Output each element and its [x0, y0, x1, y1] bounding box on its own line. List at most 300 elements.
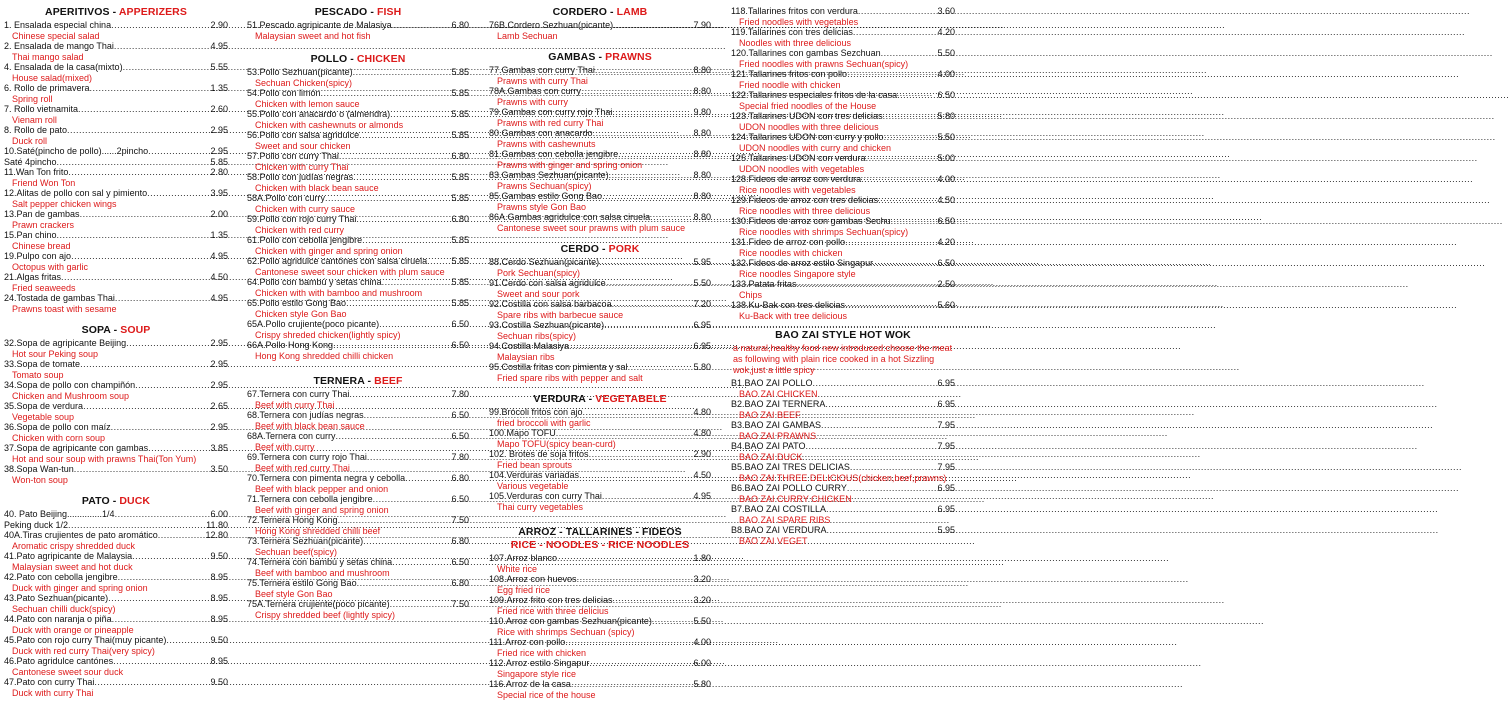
dish-price: 8.80	[693, 212, 711, 222]
menu-item	[731, 483, 955, 504]
menu-item	[489, 553, 711, 574]
dish-translation: Rice noodles with shrimps Sechuan(spicy)	[739, 226, 909, 237]
dot-leader	[602, 191, 693, 202]
dish-translation: BAO ZAI VEGET	[739, 535, 808, 546]
dish-name: 75A.Ternera crujiente(poco picante)	[247, 599, 390, 609]
dot-leader	[353, 67, 452, 78]
dish-name: 36.Sopa de pollo con maíz	[4, 422, 111, 433]
dot-leader	[357, 578, 452, 589]
dot-leader	[599, 257, 693, 268]
menu-section	[4, 6, 228, 314]
dish-price: 6.80	[451, 20, 469, 30]
menu-column	[4, 6, 228, 708]
menu-item-row	[731, 153, 955, 164]
dish-price: 2.65	[210, 401, 228, 412]
dish-translation: Prawns with red curry Thai	[497, 117, 604, 128]
menu-item	[489, 191, 711, 212]
menu-section	[247, 53, 469, 361]
dish-name: 125.Tallarines UDON con verdura	[731, 153, 866, 163]
menu-item-row	[4, 146, 228, 157]
menu-item	[247, 319, 469, 340]
dish-name: 71.Ternera con cebolla jengibre	[247, 494, 373, 504]
menu-item-row	[247, 109, 469, 120]
menu-item-row	[247, 410, 469, 421]
dish-price: 8.80	[693, 65, 711, 75]
dish-price: 8.95	[210, 593, 228, 604]
menu-item	[4, 509, 228, 520]
dish-translation: Rice noodles with chicken	[739, 247, 843, 258]
dish-name: 15.Pan chino	[4, 230, 57, 241]
dish-translation: Chicken and Mushroom soup	[12, 390, 130, 401]
dish-translation: Egg fried rice	[497, 584, 551, 595]
dish-name: 130.Fideos de arroz con gambas Sechu	[731, 216, 891, 226]
menu-item	[247, 340, 469, 361]
section-title-en: PORK	[608, 243, 640, 255]
dish-translation: Crispy shredded beef (lightly spicy)	[255, 609, 396, 620]
dish-price: 5.95	[937, 525, 955, 536]
menu-item	[4, 593, 228, 614]
menu-item	[247, 536, 469, 557]
dish-translation: Pork Sechuan(spicy)	[497, 267, 581, 278]
menu-column	[731, 6, 955, 556]
menu-item	[4, 293, 228, 314]
dot-leader	[825, 399, 937, 410]
menu-column	[247, 6, 469, 630]
dish-price: 2.95	[210, 146, 228, 156]
menu-item	[247, 67, 469, 88]
section-title-en: APPERIZERS	[118, 6, 187, 18]
dot-leader	[652, 616, 694, 627]
dot-leader	[339, 151, 452, 162]
dish-price: 2.80	[210, 167, 228, 178]
menu-item	[247, 130, 469, 151]
dish-price: 4.80	[693, 407, 711, 417]
dish-price: 7.90	[693, 20, 711, 30]
dot-leader	[78, 104, 210, 115]
dish-price: 6.80	[451, 473, 469, 483]
menu-item-row	[731, 525, 955, 536]
dot-leader	[891, 216, 938, 227]
dish-price: 6.80	[451, 214, 469, 224]
dish-price: 9.80	[693, 107, 711, 117]
menu-item-row	[247, 599, 469, 610]
dish-name: 133.Patata fritas	[731, 279, 797, 289]
dish-price: 5.00	[937, 153, 955, 163]
dish-translation: Beef style Gon Bao	[255, 588, 333, 599]
dish-translation: UDON noodles with three delicious	[739, 121, 879, 132]
dot-leader	[90, 83, 211, 94]
dot-leader	[359, 130, 451, 141]
dish-translation: Duck with red curry Thai(very spicy)	[12, 645, 155, 656]
dish-name: 41.Pato agripicante de Malaysia	[4, 551, 133, 562]
menu-item	[4, 656, 228, 677]
menu-section	[4, 324, 228, 485]
menu-item-row	[247, 389, 469, 400]
dish-price: 6.50	[937, 216, 955, 226]
dish-name: 11.Wan Ton frito	[4, 167, 69, 178]
dot-leader	[363, 536, 451, 547]
dot-leader	[158, 530, 206, 541]
dish-translation: BAO ZAI SPARE RIBS	[739, 514, 831, 525]
menu-item-row	[489, 191, 711, 202]
menu-item	[731, 195, 955, 216]
dish-translation: Thai mango salad	[12, 51, 84, 62]
dot-leader	[557, 553, 693, 564]
section-intro: a natural,healthy food new introduced:choose the meat as following with plain rice cooked in a hot Sizzling wok,just a little spicy	[733, 343, 953, 375]
dish-translation: Fried spare ribs with pepper and salt	[497, 372, 643, 383]
dish-translation: Mapo TOFU(spicy bean-curd)	[497, 438, 616, 449]
menu-item	[4, 443, 228, 464]
menu-item	[4, 520, 228, 531]
dot-leader	[114, 41, 211, 52]
dish-price: 5.85	[451, 109, 469, 119]
dish-translation: Duck with orange or pineapple	[12, 624, 134, 635]
dish-name: 68A.Ternera con curry	[247, 431, 336, 441]
dish-name: 70.Ternera con pimenta negra y cebolla	[247, 473, 406, 483]
dot-leader	[118, 572, 211, 583]
dish-price: 8.95	[210, 614, 228, 625]
dot-leader	[392, 557, 451, 568]
dot-leader	[71, 251, 210, 262]
menu-section	[489, 243, 711, 383]
dot-leader	[382, 277, 452, 288]
dish-name: B4.BAO ZAI PATO	[731, 441, 806, 452]
menu-item	[489, 299, 711, 320]
dish-price: 5.50	[693, 278, 711, 288]
dish-translation: Various vegetable	[497, 480, 569, 491]
dish-price: 4.95	[210, 293, 228, 304]
dish-name: 95.Costilla fritas con pimienta y sal	[489, 362, 628, 372]
dish-price: 5.85	[451, 130, 469, 140]
dish-translation: Sechuan ribs(spicy)	[497, 330, 577, 341]
section-title-es: APERITIVOS	[45, 6, 110, 18]
menu-item-row	[4, 635, 228, 646]
dot-leader	[166, 635, 210, 646]
dish-name: 67.Ternera con curry Thai	[247, 389, 350, 399]
dish-translation: Chinese special salad	[12, 30, 100, 41]
menu-item-row	[247, 277, 469, 288]
dish-price: 5.60	[937, 300, 955, 310]
menu-item	[489, 616, 711, 637]
dish-price: 9.50	[210, 551, 228, 562]
dish-name: 32.Sopa de agripicante Beijing	[4, 338, 127, 349]
menu-item	[489, 362, 711, 383]
menu-item	[489, 595, 711, 616]
dish-translation: Chicken with with bamboo and mushroom	[255, 287, 423, 298]
dish-translation: BAO ZAI PRAWNS	[739, 430, 817, 441]
dish-name: 38.Sopa Wan-tun	[4, 464, 74, 475]
section-title-es: CORDERO	[552, 6, 607, 18]
menu-item-row	[247, 340, 469, 351]
menu-item-row	[4, 551, 228, 562]
menu-item	[4, 157, 228, 168]
menu-item	[489, 574, 711, 595]
dot-leader	[67, 125, 210, 136]
dish-name: B3.BAO ZAI GAMBAS	[731, 420, 822, 431]
dot-leader	[148, 443, 210, 454]
menu-item-row	[731, 399, 955, 410]
dish-translation: Chicken with cashewnuts or almonds	[255, 119, 404, 130]
dish-name: 77.Gambas con curry Thai	[489, 65, 595, 75]
dish-name: Saté 4pincho	[4, 156, 57, 167]
menu-item	[489, 86, 711, 107]
menu-item-row	[489, 470, 711, 481]
dish-price: 6.50	[937, 258, 955, 268]
dish-price: 5.85	[451, 235, 469, 245]
dot-leader	[861, 174, 937, 185]
dish-name: 91.Cerdo con salsa agridulce	[489, 278, 606, 288]
section-title: CORDERO - LAMB	[552, 6, 648, 18]
menu-item	[489, 407, 711, 428]
dish-name: 75.Ternera estilo Gong Bao	[247, 578, 357, 588]
menu-item	[731, 237, 955, 258]
menu-item-row	[247, 298, 469, 309]
dish-price: 7.50	[451, 515, 469, 525]
menu-item-row	[4, 83, 228, 94]
menu-item-row	[489, 658, 711, 669]
dish-translation: Noodles with three delicious	[739, 37, 852, 48]
dish-price: 3.60	[937, 6, 955, 16]
menu-item	[247, 214, 469, 235]
menu-section	[489, 51, 711, 233]
dot-leader	[813, 378, 938, 389]
dish-translation: Prawn crackers	[12, 219, 75, 230]
dish-name: B7.BAO ZAI COSTILLA	[731, 504, 827, 515]
menu-item-row	[4, 293, 228, 304]
dot-leader	[628, 362, 694, 373]
dot-leader	[123, 62, 211, 73]
dish-price: 4.80	[693, 428, 711, 438]
dish-translation: Duck roll	[12, 135, 48, 146]
menu-item-row	[247, 452, 469, 463]
menu-item-row	[4, 614, 228, 625]
dish-price: 5.80	[693, 362, 711, 372]
menu-item-row	[489, 449, 711, 460]
dot-leader	[826, 504, 937, 515]
menu-item	[4, 125, 228, 146]
dot-leader	[881, 48, 938, 59]
dish-price: 5.50	[937, 132, 955, 142]
menu-item	[731, 216, 955, 237]
dot-leader	[583, 407, 694, 418]
dish-translation: Duck with ginger and spring onion	[12, 582, 148, 593]
dish-name: 58A.Pollo con curry	[247, 193, 326, 203]
menu-item-row	[731, 258, 955, 269]
menu-item-row	[489, 299, 711, 310]
dish-translation: Prawns with cashewnuts	[497, 138, 596, 149]
section-title: VERDURA - VEGETABELE	[533, 393, 667, 405]
dot-leader	[148, 146, 210, 157]
dish-price: 1.35	[210, 83, 228, 93]
dish-price: 7.80	[451, 452, 469, 462]
dot-leader	[884, 132, 938, 143]
dish-translation: Fried rice with three delicius	[497, 605, 609, 616]
menu-item-row	[247, 130, 469, 141]
dish-translation: Chicken with black bean sauce	[255, 182, 379, 193]
dot-leader	[797, 279, 938, 290]
menu-item	[247, 494, 469, 515]
dish-price: 5.85	[451, 277, 469, 287]
dot-leader	[613, 595, 694, 606]
menu-item-row	[489, 428, 711, 439]
dish-price: 2.95	[210, 422, 228, 433]
dish-translation: Hong Kong shredded chilli chicken	[255, 350, 394, 361]
dish-name: 66A.Pollo Hong Kong	[247, 340, 334, 350]
menu-item	[4, 380, 228, 401]
menu-item	[247, 88, 469, 109]
dish-price: 7.95	[937, 420, 955, 431]
dish-name: 2. Ensalada de mango Thai	[4, 41, 114, 51]
menu-item	[489, 320, 711, 341]
menu-item	[4, 20, 228, 41]
dish-price: 3.50	[210, 464, 228, 475]
dish-translation: Vegetable soup	[12, 411, 75, 422]
dish-price: 4.20	[937, 27, 955, 37]
dish-price: 2.90	[210, 20, 228, 30]
dish-name: 44.Pato con naranja o piña	[4, 614, 112, 625]
menu-section	[247, 375, 469, 620]
dot-leader	[571, 679, 694, 690]
dish-name: 40A.Tiras crujientes de pato aromático	[4, 530, 158, 541]
section-title-es: VERDURA	[533, 393, 586, 405]
menu-item-row	[4, 41, 228, 52]
dish-translation: Prawns style Gon Bao	[497, 201, 587, 212]
dish-translation: Fried bean sprouts	[497, 459, 573, 470]
menu-item-row	[247, 515, 469, 526]
menu-item	[731, 153, 955, 174]
dish-name: 132.Fideos de arroz estilo Singapur	[731, 258, 874, 268]
dish-translation: Rice with shrimps Sechuan (spicy)	[497, 626, 635, 637]
dot-leader	[362, 235, 451, 246]
dish-price: 5.85	[451, 298, 469, 308]
dish-price: 2.90	[693, 449, 711, 459]
dish-name: 124.Tallarines UDON con curry y pollo	[731, 132, 884, 142]
menu-section	[489, 526, 711, 700]
dish-name: 121.Tallarines fritos con pollo	[731, 69, 848, 79]
section-title-en: BEEF	[374, 375, 403, 387]
menu-item-row	[247, 578, 469, 589]
menu-item	[4, 167, 228, 188]
dish-name: 85.Gambas estilo Gong Bao	[489, 191, 603, 201]
menu-item-row	[4, 188, 228, 199]
dish-translation: Fried noodles with vegetables	[739, 16, 859, 27]
dish-translation: Chicken with curry sauce	[255, 203, 356, 214]
dish-translation: Sweet and sour chicken	[255, 140, 351, 151]
section-title-es: ARROZ - TALLARINES - FIDEOS	[518, 526, 682, 538]
dish-name: 104.Verduras variadas	[489, 470, 580, 480]
menu-item	[731, 441, 955, 462]
dish-name: 61.Pollo con cebolla jengibre	[247, 235, 363, 245]
dot-leader	[606, 278, 694, 289]
menu-item	[489, 679, 711, 700]
menu-item	[4, 83, 228, 104]
menu-item-row	[731, 279, 955, 290]
dish-price: 6.95	[937, 504, 955, 515]
menu-item	[4, 338, 228, 359]
dish-name: 34.Sopa de pollo con champiñón	[4, 380, 136, 391]
dot-leader	[392, 20, 452, 31]
menu-item-row	[4, 380, 228, 391]
menu-item-row	[4, 422, 228, 433]
section-title: PESCADO - FISH	[314, 6, 402, 18]
dot-leader	[115, 293, 211, 304]
dot-leader	[74, 464, 211, 475]
menu-item-row	[4, 572, 228, 583]
menu-item	[4, 530, 228, 551]
menu-item-row	[731, 462, 955, 473]
section-title-en: VEGETABELE	[595, 393, 667, 405]
dish-name: 4. Ensalada de la casa(mixto)	[4, 62, 123, 72]
dot-leader	[83, 401, 210, 412]
menu-item-row	[489, 362, 711, 373]
dot-leader	[589, 449, 694, 460]
dot-leader	[593, 128, 694, 139]
dish-price: 2.95	[210, 359, 228, 370]
menu-item	[247, 410, 469, 431]
menu-item	[247, 235, 469, 256]
menu-item-row	[4, 20, 228, 31]
menu-item	[4, 272, 228, 293]
section-title	[731, 329, 955, 342]
dish-price: 8.80	[693, 149, 711, 159]
dish-price: 1.35	[210, 230, 228, 241]
dish-translation: Thai curry vegetables	[497, 501, 584, 512]
dish-name: 8. Rollo de pato	[4, 125, 68, 135]
dish-name: 21.Algas fritas	[4, 272, 62, 283]
dish-translation: Beef with ginger and spring onion	[255, 504, 389, 515]
dish-price: 4.00	[937, 174, 955, 184]
menu-section	[731, 329, 955, 546]
dot-leader	[57, 157, 211, 168]
dot-leader	[132, 551, 210, 562]
dish-name: 110.Arroz con gambas Sezhuan(picante)	[489, 616, 652, 626]
menu-item	[4, 635, 228, 656]
menu-item	[731, 132, 955, 153]
dish-name: 112.Arroz estilo Singapur	[489, 658, 590, 668]
dish-translation: Beef with black pepper and onion	[255, 483, 389, 494]
dot-leader	[325, 193, 451, 204]
dish-name: 107.Arroz blanco	[489, 553, 558, 563]
dish-price: 5.85	[210, 156, 228, 167]
menu-item	[247, 151, 469, 172]
section-title: PATO - DUCK	[81, 495, 151, 508]
dish-name: 10.Saté(pincho de pollo)......2pincho	[4, 146, 149, 156]
dish-translation: UDON noodles with curry and chicken	[739, 142, 892, 153]
dot-leader	[356, 214, 451, 225]
dot-leader	[333, 340, 451, 351]
menu-item	[247, 20, 469, 41]
dish-price: 3.20	[693, 574, 711, 584]
menu-item-row	[247, 88, 469, 99]
dish-name: 94.Costilla Malasiya	[489, 341, 570, 351]
dot-leader	[878, 195, 937, 206]
dish-name: 123.Tallarines UDON con tres delicias	[731, 111, 883, 121]
dish-name: 57.Pollo con curry Thai	[247, 151, 339, 161]
dish-price: 3.95	[210, 188, 228, 199]
dish-price: 5.50	[693, 616, 711, 626]
dish-price: 6.50	[451, 431, 469, 441]
menu-item-row	[489, 86, 711, 97]
section-title: GAMBAS - PRAWNS	[548, 51, 652, 63]
dish-name: 88.Cerdo Sezhuan(picante)	[489, 257, 600, 267]
dish-price: 6.50	[937, 90, 955, 100]
section-title: CERDO - PORK	[560, 243, 640, 255]
dot-leader	[845, 300, 937, 311]
dot-leader	[556, 428, 694, 439]
menu-item-row	[247, 319, 469, 330]
dot-leader	[126, 338, 210, 349]
dish-name: 93.Costilla Sezhuan(picante)	[489, 320, 605, 330]
